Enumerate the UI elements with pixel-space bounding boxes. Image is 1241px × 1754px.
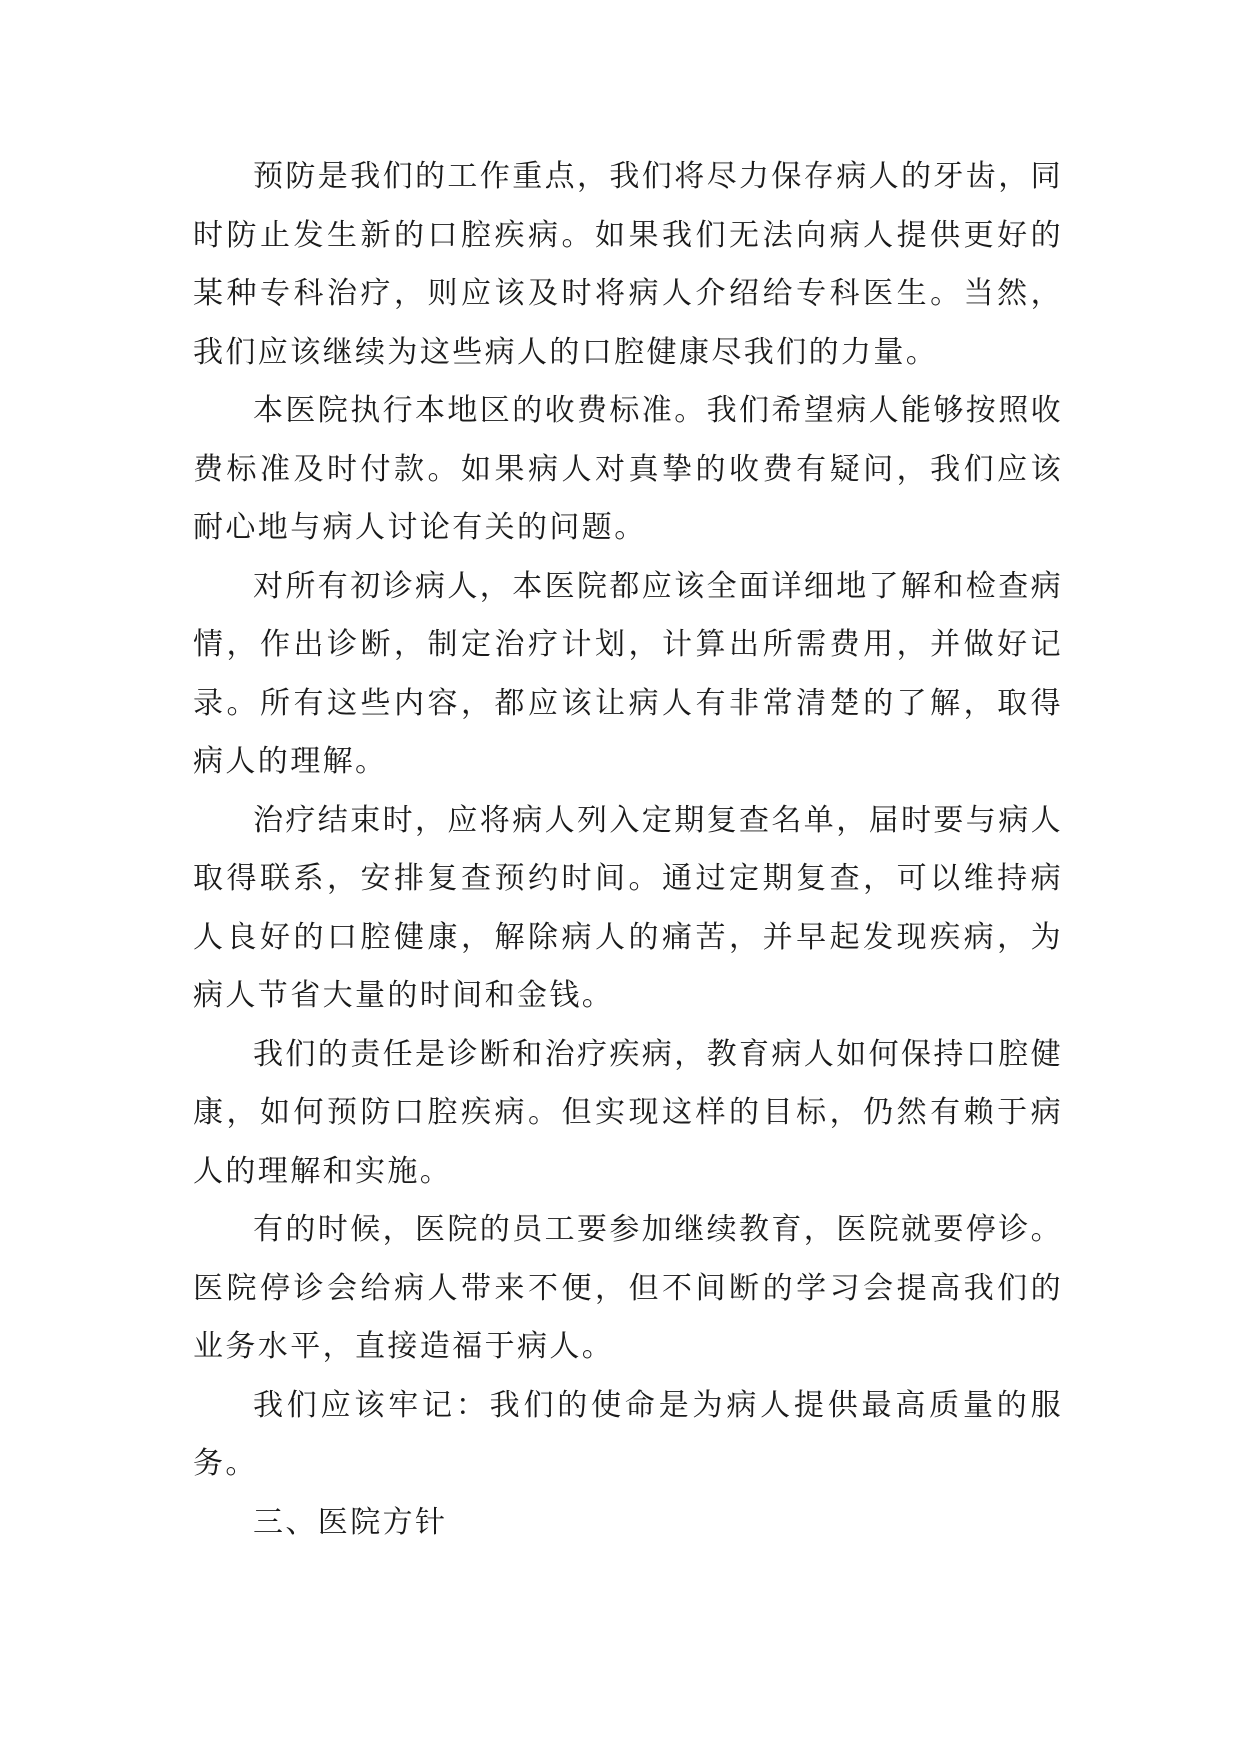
paragraph-mission: 我们应该牢记：我们的使命是为病人提供最高质量的服务。 (193, 1387, 1063, 1481)
paragraph-continuing-education: 有的时候，医院的员工要参加继续教育，医院就要停诊。医院停诊会给病人带来不便，但不间断的学习会提高我们的业务水平，直接造福于病人。 (193, 1212, 1063, 1364)
section-heading: 三、医院方针 (253, 1504, 448, 1540)
paragraph-fees: 本医院执行本地区的收费标准。我们希望病人能够按照收费标准及时付款。如果病人对真挚的收费有疑问，我们应该耐心地与病人讨论有关的问题。 (193, 393, 1063, 545)
document-body (193, 148, 1063, 1552)
paragraph-prevention: 预防是我们的工作重点，我们将尽力保存病人的牙齿，同时防止发生新的口腔疾病。如果我们无法向病人提供更好的某种专科治疗，则应该及时将病人介绍给专科医生。当然，我们应该继续为这些病人的口腔健康尽我们的力量。 (193, 159, 1063, 370)
paragraph-responsibility: 我们的责任是诊断和治疗疾病，教育病人如何保持口腔健康，如何预防口腔疾病。但实现这样的目标，仍然有赖于病人的理解和实施。 (193, 1036, 1063, 1189)
paragraph-first-visit: 对所有初诊病人，本医院都应该全面详细地了解和检查病情，作出诊断，制定治疗计划，计算出所需费用，并做好记录。所有这些内容，都应该让病人有非常清楚的了解，取得病人的理解。 (193, 568, 1063, 779)
paragraph-follow-up: 治疗结束时，应将病人列入定期复查名单，届时要与病人取得联系，安排复查预约时间。通过定期复查，可以维持病人良好的口腔健康，解除病人的痛苦，并早起发现疾病，为病人节省大量的时间和金钱。 (193, 802, 1063, 1013)
